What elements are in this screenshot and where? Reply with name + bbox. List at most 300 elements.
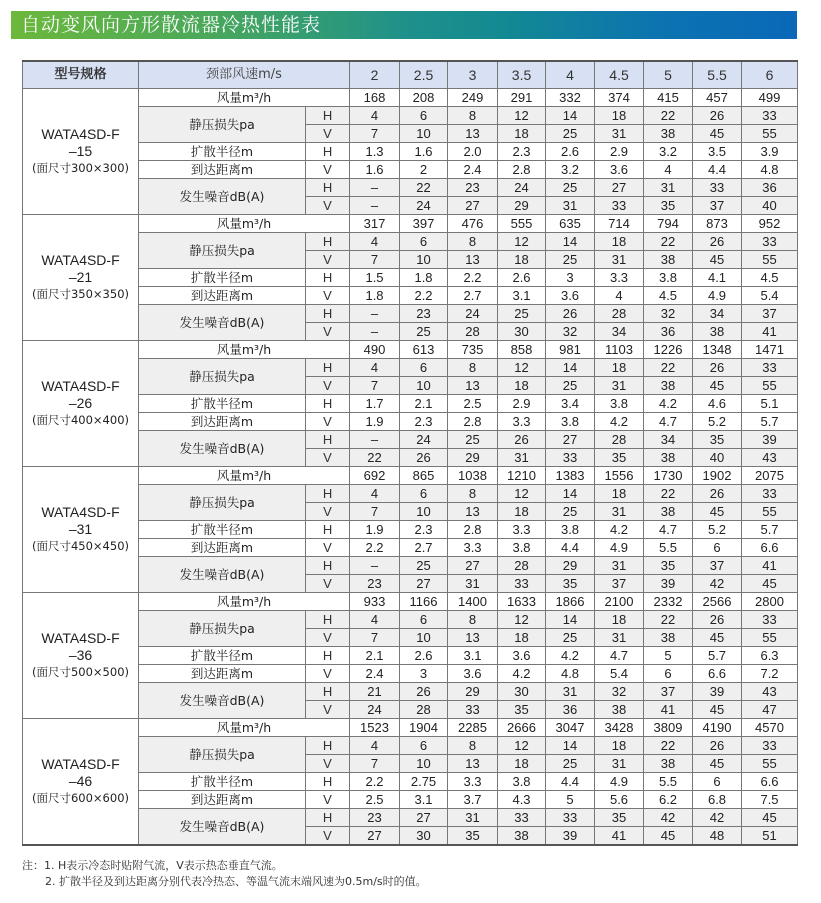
value-cell: 28 <box>595 305 644 323</box>
value-cell: 48 <box>693 827 742 846</box>
value-cell: 18 <box>595 611 644 629</box>
value-cell: 6 <box>400 233 448 251</box>
value-cell: 7 <box>350 251 400 269</box>
value-cell: 2.1 <box>350 647 400 665</box>
value-cell: 2.4 <box>350 665 400 683</box>
value-cell: 29 <box>448 449 498 467</box>
value-cell: 24 <box>448 305 498 323</box>
value-cell: 33 <box>742 359 798 377</box>
value-cell: 55 <box>742 503 798 521</box>
model-suffix: –26 <box>68 395 93 411</box>
value-cell: 4 <box>644 161 693 179</box>
value-cell: 26 <box>693 233 742 251</box>
value-cell: 7 <box>350 629 400 647</box>
mode-h: H <box>306 143 350 161</box>
value-cell: 33 <box>595 197 644 215</box>
value-cell: 4.3 <box>498 791 546 809</box>
value-cell: 23 <box>400 305 448 323</box>
value-cell: 6.6 <box>742 539 798 557</box>
value-cell: 25 <box>448 431 498 449</box>
value-cell: – <box>350 557 400 575</box>
mode-h: H <box>306 611 350 629</box>
value-cell: 41 <box>742 557 798 575</box>
model-face-size: (面尺寸400×400) <box>31 413 129 427</box>
value-cell: 55 <box>742 125 798 143</box>
value-cell: 45 <box>693 251 742 269</box>
value-cell: 1.8 <box>350 287 400 305</box>
value-cell: 5.7 <box>693 647 742 665</box>
value-cell: 2.3 <box>400 413 448 431</box>
value-cell: 18 <box>498 125 546 143</box>
value-cell: 34 <box>693 305 742 323</box>
model-name: WATA4SD-F <box>41 126 120 142</box>
value-cell: 3.1 <box>400 791 448 809</box>
value-cell: 1.7 <box>350 395 400 413</box>
value-cell: 27 <box>595 179 644 197</box>
value-cell: 1.8 <box>400 269 448 287</box>
mode-h: H <box>306 107 350 125</box>
value-cell: 33 <box>742 107 798 125</box>
row-label-static-pressure: 静压损失pa <box>139 233 306 269</box>
value-cell: 8 <box>448 485 498 503</box>
value-cell: 25 <box>546 503 595 521</box>
value-cell: 55 <box>742 755 798 773</box>
table-row-static-h <box>23 611 798 629</box>
value-cell: 12 <box>498 737 546 755</box>
value-cell: 873 <box>693 215 742 233</box>
value-cell: 4.9 <box>595 539 644 557</box>
value-cell: 5.4 <box>595 665 644 683</box>
value-cell: 55 <box>742 251 798 269</box>
value-cell: 4 <box>595 287 644 305</box>
value-cell: 6 <box>400 485 448 503</box>
row-label-diffusion-radius: 扩散半径m <box>139 395 306 413</box>
value-cell: 6 <box>693 773 742 791</box>
value-cell: 3 <box>546 269 595 287</box>
value-cell: 208 <box>400 89 448 107</box>
header-speed: 5.5 <box>693 61 742 89</box>
value-cell: 14 <box>546 737 595 755</box>
value-cell: 317 <box>350 215 400 233</box>
value-cell: 22 <box>644 359 693 377</box>
value-cell: 6.3 <box>742 647 798 665</box>
value-cell: 2.4 <box>448 161 498 179</box>
value-cell: 10 <box>400 755 448 773</box>
value-cell: 3.3 <box>448 773 498 791</box>
value-cell: 25 <box>400 557 448 575</box>
value-cell: 6.6 <box>693 665 742 683</box>
value-cell: 6 <box>400 359 448 377</box>
value-cell: 6 <box>693 539 742 557</box>
mode-h: H <box>306 683 350 701</box>
table-header-row <box>23 61 798 89</box>
value-cell: 3.5 <box>693 143 742 161</box>
value-cell: – <box>350 197 400 215</box>
value-cell: 23 <box>350 809 400 827</box>
value-cell: 2.6 <box>400 647 448 665</box>
value-cell: 37 <box>742 305 798 323</box>
page-title: 自动变风向方形散流器冷热性能表 <box>11 11 797 39</box>
value-cell: 4190 <box>693 719 742 737</box>
mode-h: H <box>306 305 350 323</box>
row-label-diffusion-radius: 扩散半径m <box>139 269 306 287</box>
value-cell: 555 <box>498 215 546 233</box>
value-cell: 7 <box>350 755 400 773</box>
model-suffix: –31 <box>68 521 93 537</box>
value-cell: 10 <box>400 503 448 521</box>
value-cell: 4.4 <box>693 161 742 179</box>
model-cell <box>23 593 139 719</box>
model-cell <box>23 215 139 341</box>
value-cell: 22 <box>644 611 693 629</box>
value-cell: 6 <box>644 665 693 683</box>
value-cell: 4.2 <box>498 665 546 683</box>
value-cell: 397 <box>400 215 448 233</box>
table-row-noise-h <box>23 809 798 827</box>
value-cell: 18 <box>595 233 644 251</box>
model-name: WATA4SD-F <box>41 378 120 394</box>
row-label-static-pressure: 静压损失pa <box>139 359 306 395</box>
value-cell: 4.8 <box>742 161 798 179</box>
row-label-noise: 发生噪音dB(A) <box>139 683 306 719</box>
value-cell: 18 <box>595 359 644 377</box>
value-cell: 14 <box>546 233 595 251</box>
value-cell: 43 <box>742 449 798 467</box>
value-cell: 3.2 <box>644 143 693 161</box>
value-cell: 28 <box>595 431 644 449</box>
value-cell: 4.2 <box>546 647 595 665</box>
mode-h: H <box>306 359 350 377</box>
value-cell: 12 <box>498 611 546 629</box>
row-label-airflow: 风量m³/h <box>139 719 350 737</box>
mode-v: V <box>306 323 350 341</box>
row-label-reach-distance: 到达距离m <box>139 287 306 305</box>
value-cell: 42 <box>693 809 742 827</box>
mode-h: H <box>306 737 350 755</box>
mode-h: H <box>306 557 350 575</box>
mode-v: V <box>306 377 350 395</box>
value-cell: 12 <box>498 233 546 251</box>
value-cell: 31 <box>595 125 644 143</box>
value-cell: 6.6 <box>742 773 798 791</box>
value-cell: 3.8 <box>644 269 693 287</box>
value-cell: 18 <box>595 737 644 755</box>
value-cell: 5.2 <box>693 413 742 431</box>
value-cell: 2.2 <box>350 773 400 791</box>
value-cell: 35 <box>644 557 693 575</box>
value-cell: 2.3 <box>400 521 448 539</box>
row-label-static-pressure: 静压损失pa <box>139 611 306 647</box>
mode-h: H <box>306 773 350 791</box>
value-cell: 1.9 <box>350 413 400 431</box>
value-cell: 4.4 <box>546 539 595 557</box>
value-cell: 8 <box>448 737 498 755</box>
value-cell: 45 <box>693 503 742 521</box>
table-row-airflow <box>23 341 798 359</box>
value-cell: 27 <box>350 827 400 846</box>
value-cell: 38 <box>595 701 644 719</box>
model-name: WATA4SD-F <box>41 504 120 520</box>
value-cell: 14 <box>546 485 595 503</box>
value-cell: 1103 <box>595 341 644 359</box>
value-cell: 31 <box>448 575 498 593</box>
value-cell: 42 <box>693 575 742 593</box>
value-cell: 39 <box>546 827 595 846</box>
value-cell: 4.2 <box>595 521 644 539</box>
value-cell: 2075 <box>742 467 798 485</box>
value-cell: 2332 <box>644 593 693 611</box>
footnotes <box>22 858 427 890</box>
value-cell: 2.2 <box>400 287 448 305</box>
value-cell: 38 <box>644 125 693 143</box>
value-cell: 14 <box>546 611 595 629</box>
value-cell: 735 <box>448 341 498 359</box>
value-cell: 865 <box>400 467 448 485</box>
value-cell: 27 <box>448 557 498 575</box>
value-cell: 2.8 <box>498 161 546 179</box>
value-cell: 25 <box>546 251 595 269</box>
header-speed: 6 <box>742 61 798 89</box>
value-cell: 3.8 <box>498 773 546 791</box>
value-cell: 45 <box>644 827 693 846</box>
row-label-reach-distance: 到达距离m <box>139 791 306 809</box>
mode-v: V <box>306 125 350 143</box>
model-name: WATA4SD-F <box>41 630 120 646</box>
value-cell: 29 <box>448 683 498 701</box>
mode-v: V <box>306 665 350 683</box>
value-cell: 3047 <box>546 719 595 737</box>
model-suffix: –21 <box>68 269 93 285</box>
value-cell: 952 <box>742 215 798 233</box>
value-cell: 34 <box>644 431 693 449</box>
value-cell: 31 <box>595 755 644 773</box>
row-label-noise: 发生噪音dB(A) <box>139 809 306 846</box>
value-cell: 933 <box>350 593 400 611</box>
value-cell: 1.9 <box>350 521 400 539</box>
value-cell: 291 <box>498 89 546 107</box>
mode-v: V <box>306 413 350 431</box>
table-row-noise-h <box>23 557 798 575</box>
value-cell: 5.7 <box>742 413 798 431</box>
table-body <box>23 89 798 846</box>
value-cell: 1226 <box>644 341 693 359</box>
value-cell: 10 <box>400 377 448 395</box>
header-speed: 4.5 <box>595 61 644 89</box>
value-cell: 40 <box>693 449 742 467</box>
table-row-noise-h <box>23 179 798 197</box>
value-cell: 3.3 <box>498 521 546 539</box>
value-cell: 37 <box>644 683 693 701</box>
value-cell: 4.6 <box>693 395 742 413</box>
value-cell: 4.4 <box>546 773 595 791</box>
row-label-diffusion-radius: 扩散半径m <box>139 521 306 539</box>
value-cell: 38 <box>644 755 693 773</box>
value-cell: 12 <box>498 107 546 125</box>
value-cell: 28 <box>400 701 448 719</box>
value-cell: 41 <box>595 827 644 846</box>
value-cell: 692 <box>350 467 400 485</box>
value-cell: 37 <box>595 575 644 593</box>
value-cell: 23 <box>448 179 498 197</box>
value-cell: 5.2 <box>693 521 742 539</box>
value-cell: 2285 <box>448 719 498 737</box>
value-cell: 794 <box>644 215 693 233</box>
value-cell: 10 <box>400 629 448 647</box>
value-cell: 1902 <box>693 467 742 485</box>
value-cell: 26 <box>693 611 742 629</box>
row-label-static-pressure: 静压损失pa <box>139 485 306 521</box>
value-cell: 2.7 <box>400 539 448 557</box>
value-cell: 1730 <box>644 467 693 485</box>
mode-h: H <box>306 809 350 827</box>
value-cell: 37 <box>693 557 742 575</box>
value-cell: 2566 <box>693 593 742 611</box>
mode-h: H <box>306 179 350 197</box>
value-cell: 35 <box>595 449 644 467</box>
value-cell: 3.6 <box>546 287 595 305</box>
mode-v: V <box>306 791 350 809</box>
value-cell: 47 <box>742 701 798 719</box>
value-cell: – <box>350 431 400 449</box>
value-cell: 249 <box>448 89 498 107</box>
value-cell: 5.1 <box>742 395 798 413</box>
value-cell: 3.8 <box>498 539 546 557</box>
table-row-static-h <box>23 737 798 755</box>
value-cell: 33 <box>546 449 595 467</box>
value-cell: 3 <box>400 665 448 683</box>
model-suffix: –46 <box>68 773 93 789</box>
value-cell: 3.7 <box>448 791 498 809</box>
value-cell: 5.4 <box>742 287 798 305</box>
model-name: WATA4SD-F <box>41 252 120 268</box>
value-cell: 35 <box>498 701 546 719</box>
value-cell: 38 <box>644 503 693 521</box>
mode-h: H <box>306 521 350 539</box>
value-cell: 10 <box>400 125 448 143</box>
value-cell: 39 <box>742 431 798 449</box>
value-cell: 26 <box>693 107 742 125</box>
table-row-airflow <box>23 89 798 107</box>
value-cell: 29 <box>546 557 595 575</box>
value-cell: 33 <box>742 611 798 629</box>
mode-v: V <box>306 827 350 846</box>
model-cell <box>23 719 139 846</box>
value-cell: 1904 <box>400 719 448 737</box>
value-cell: 40 <box>742 197 798 215</box>
value-cell: 27 <box>400 575 448 593</box>
value-cell: 33 <box>448 701 498 719</box>
value-cell: 23 <box>350 575 400 593</box>
value-cell: 1038 <box>448 467 498 485</box>
value-cell: 31 <box>546 197 595 215</box>
table-row-airflow <box>23 467 798 485</box>
value-cell: 22 <box>400 179 448 197</box>
value-cell: – <box>350 323 400 341</box>
value-cell: 10 <box>400 251 448 269</box>
table-row-reach <box>23 161 798 179</box>
value-cell: 35 <box>448 827 498 846</box>
value-cell: 3428 <box>595 719 644 737</box>
value-cell: 31 <box>498 449 546 467</box>
value-cell: 45 <box>693 755 742 773</box>
table-row-reach <box>23 287 798 305</box>
table-row-static-h <box>23 485 798 503</box>
value-cell: 8 <box>448 611 498 629</box>
mode-h: H <box>306 233 350 251</box>
value-cell: 31 <box>595 629 644 647</box>
value-cell: 27 <box>546 431 595 449</box>
value-cell: 25 <box>400 323 448 341</box>
value-cell: 6 <box>400 611 448 629</box>
table-row-airflow <box>23 593 798 611</box>
value-cell: 26 <box>546 305 595 323</box>
value-cell: 1.3 <box>350 143 400 161</box>
value-cell: 31 <box>546 683 595 701</box>
value-cell: 1556 <box>595 467 644 485</box>
table-row-reach <box>23 539 798 557</box>
value-cell: 35 <box>546 575 595 593</box>
value-cell: 2800 <box>742 593 798 611</box>
value-cell: 7 <box>350 125 400 143</box>
value-cell: 38 <box>644 449 693 467</box>
value-cell: 13 <box>448 629 498 647</box>
row-label-airflow: 风量m³/h <box>139 89 350 107</box>
row-label-airflow: 风量m³/h <box>139 467 350 485</box>
value-cell: 1348 <box>693 341 742 359</box>
value-cell: 29 <box>498 197 546 215</box>
table-row-reach <box>23 665 798 683</box>
row-label-airflow: 风量m³/h <box>139 593 350 611</box>
value-cell: 4.8 <box>546 665 595 683</box>
value-cell: 45 <box>693 701 742 719</box>
value-cell: 13 <box>448 755 498 773</box>
value-cell: 31 <box>644 179 693 197</box>
value-cell: 3.6 <box>498 647 546 665</box>
table-row-radius <box>23 395 798 413</box>
value-cell: 3.8 <box>546 521 595 539</box>
value-cell: – <box>350 305 400 323</box>
value-cell: 26 <box>498 431 546 449</box>
value-cell: 55 <box>742 377 798 395</box>
mode-v: V <box>306 575 350 593</box>
value-cell: 26 <box>693 359 742 377</box>
value-cell: 18 <box>595 107 644 125</box>
footnote-2: 2. 扩散半径及到达距离分别代表冷热态、等温气流末端风速为0.5m/s时的值。 <box>45 875 427 888</box>
value-cell: 3.2 <box>546 161 595 179</box>
mode-v: V <box>306 251 350 269</box>
value-cell: 18 <box>498 755 546 773</box>
value-cell: 2.7 <box>448 287 498 305</box>
value-cell: 635 <box>546 215 595 233</box>
performance-table <box>22 60 798 846</box>
row-label-reach-distance: 到达距离m <box>139 539 306 557</box>
value-cell: 22 <box>644 107 693 125</box>
value-cell: 490 <box>350 341 400 359</box>
value-cell: 25 <box>546 755 595 773</box>
value-cell: 38 <box>644 251 693 269</box>
header-model: 型号规格 <box>23 61 139 89</box>
value-cell: 2.0 <box>448 143 498 161</box>
value-cell: 45 <box>742 575 798 593</box>
value-cell: 35 <box>693 431 742 449</box>
value-cell: 31 <box>595 503 644 521</box>
mode-v: V <box>306 287 350 305</box>
value-cell: 3.4 <box>546 395 595 413</box>
value-cell: 2.3 <box>498 143 546 161</box>
mode-v: V <box>306 629 350 647</box>
value-cell: 30 <box>400 827 448 846</box>
value-cell: 4.9 <box>595 773 644 791</box>
